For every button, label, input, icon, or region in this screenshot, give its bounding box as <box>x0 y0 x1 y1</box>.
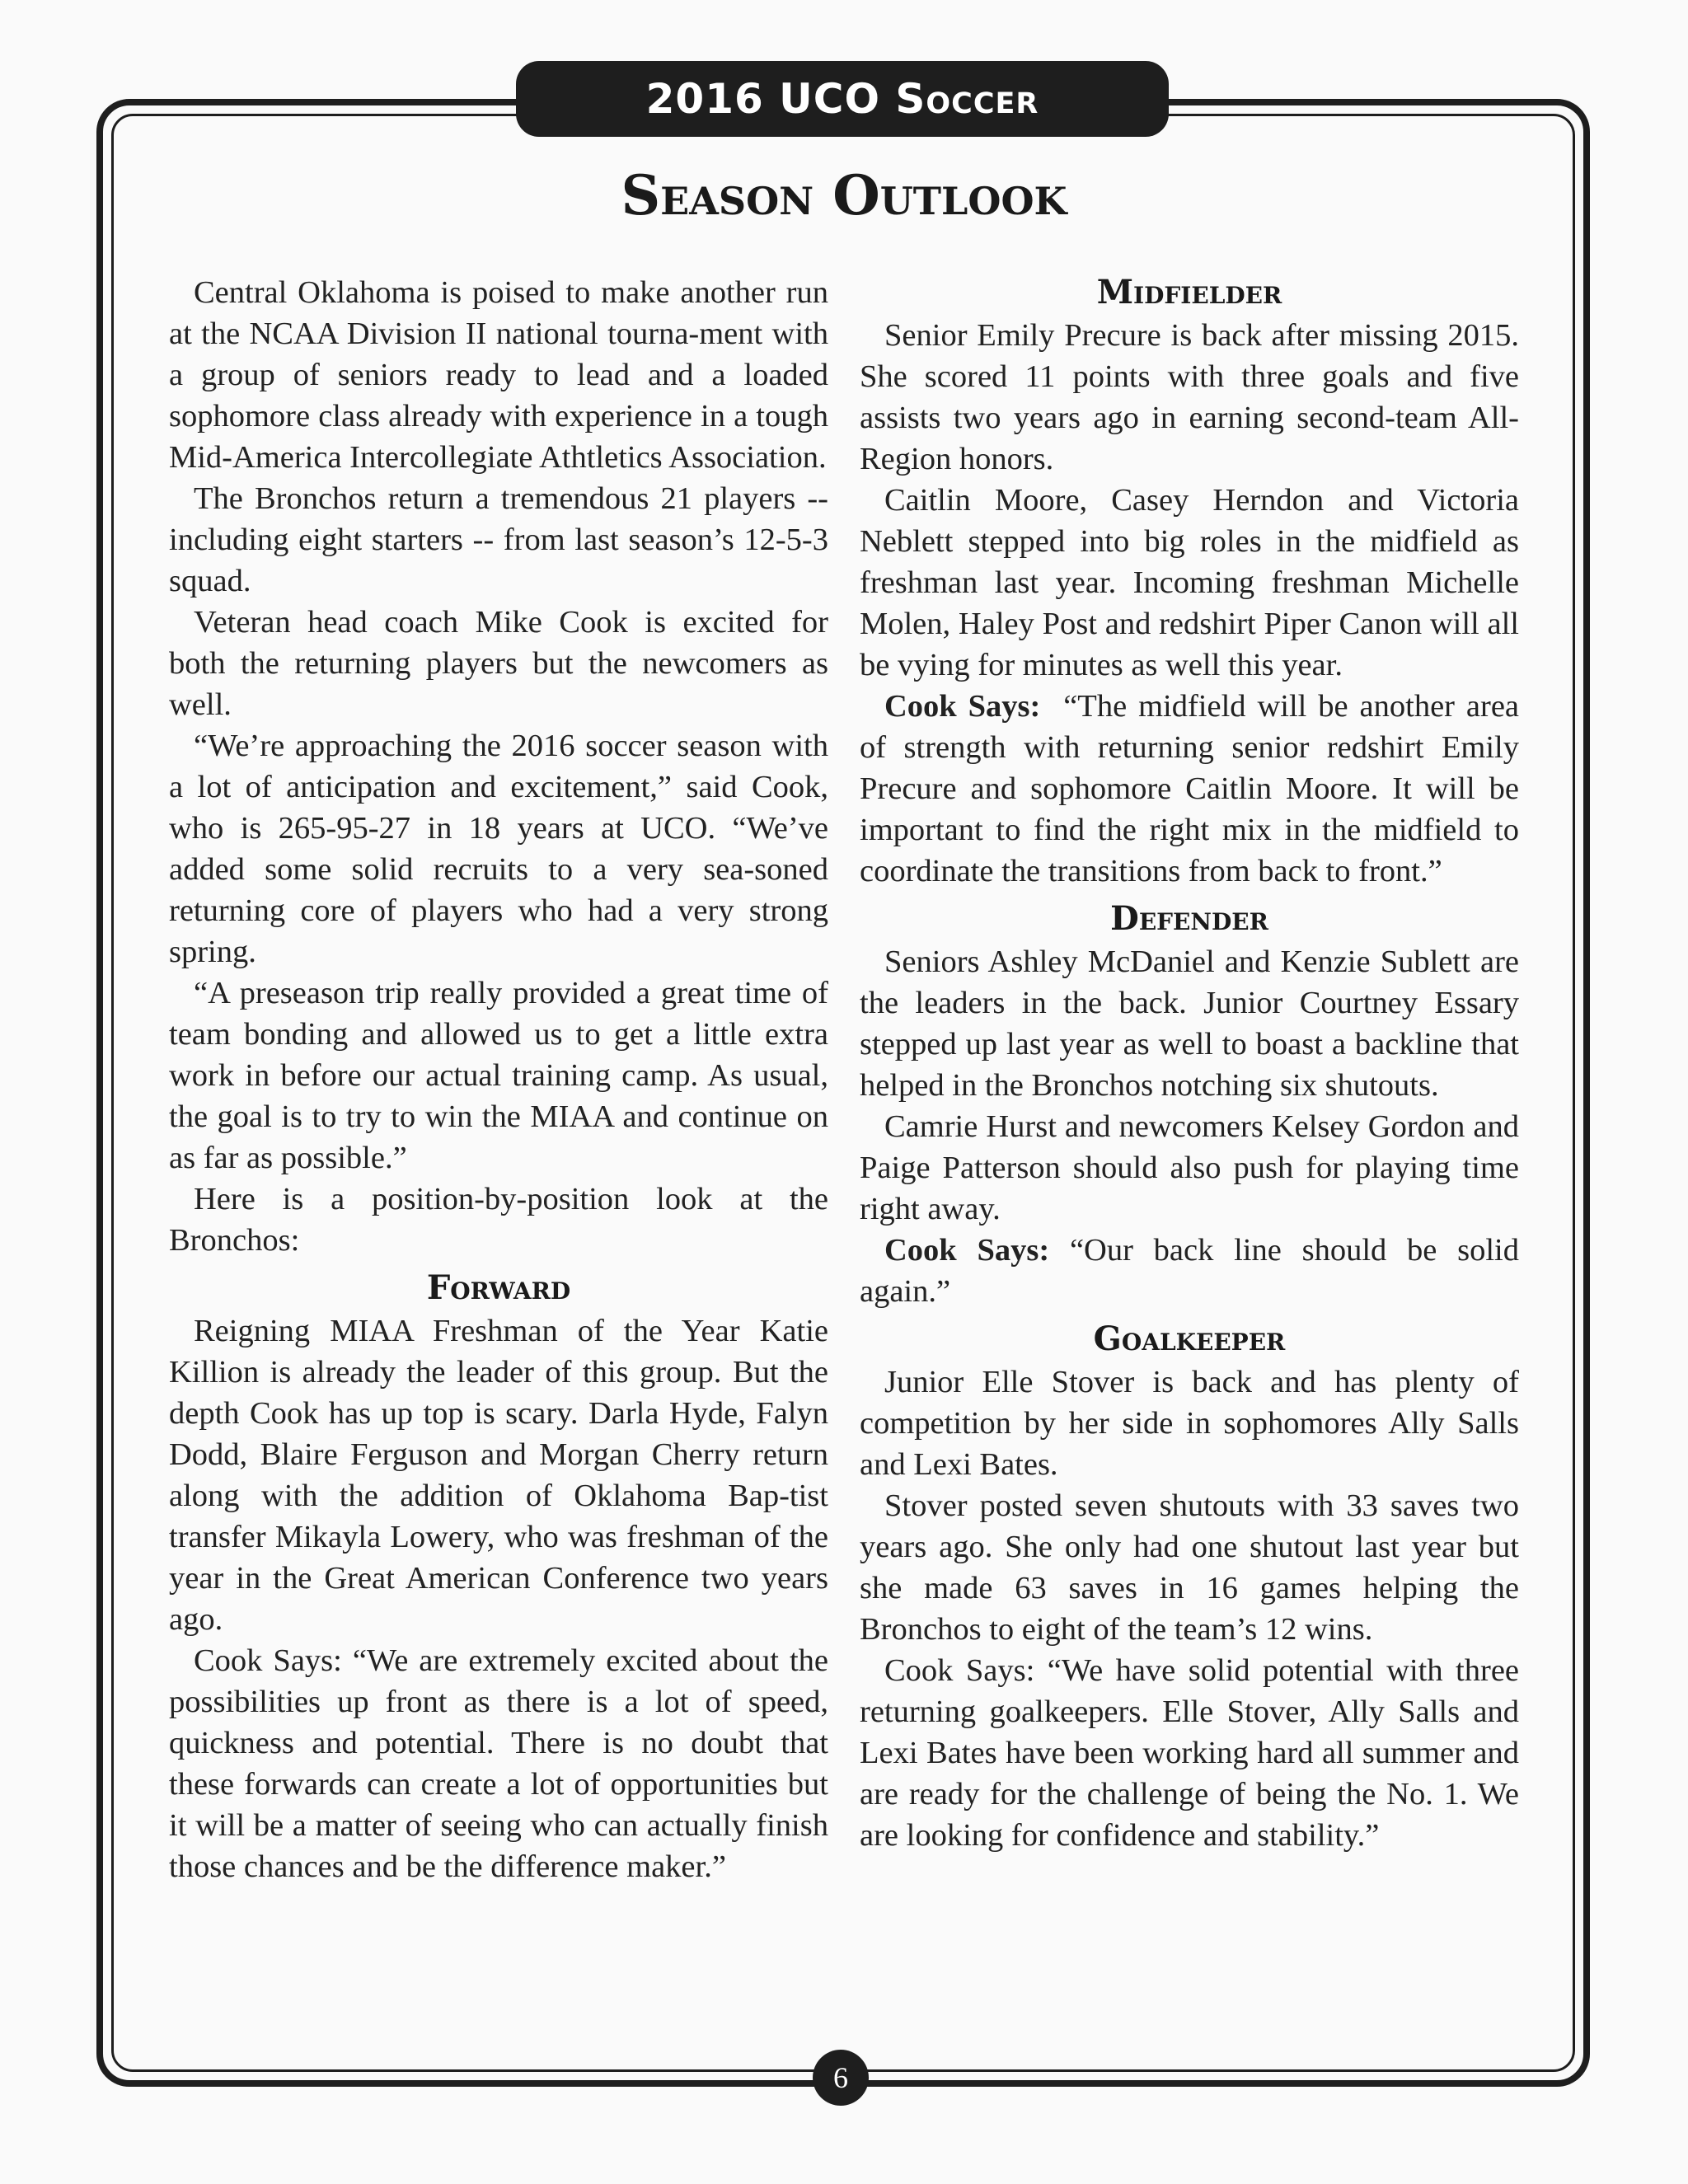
right-column <box>860 272 1519 1856</box>
forward-paragraph: Reigning MIAA Freshman of the Year Katie Killion is already the leader of this group. But the depth Cook has up top is scary. Darla Hyde, Falyn Dodd, Blaire Ferguson and Morgan Cherry return along with the addition of Oklahoma Bap-tist transfer Mikayla Lowery, who was freshman of the year in the Great American Conference two years ago. <box>169 1314 828 1637</box>
intro-paragraph: The Bronchos return a tremendous 21 players -- including eight starters -- from last season’s 12-5-3 squad. <box>169 481 828 598</box>
intro-paragraph: Here is a position-by-position look at the Bronchos: <box>169 1182 828 1258</box>
goalkeeper-paragraph: Stover posted seven shutouts with 33 saves two years ago. She only had one shutout last year but she made 63 saves in 16 games helping the Bronchos to eight of the team’s 12 wins. <box>860 1488 1519 1647</box>
defender-paragraph: Seniors Ashley McDaniel and Kenzie Sublett are the leaders in the back. Junior Courtney Essary stepped up last year as well to boast a backline that helped in the Bronchos notching six shutouts. <box>860 944 1519 1103</box>
section-heading-midfielder: Midfielder <box>1096 273 1282 312</box>
defender-quote <box>860 1230 1519 1312</box>
page-title: Season Outlook <box>621 163 1067 227</box>
intro-paragraph: Central Oklahoma is poised to make another run at the NCAA Division II national tourna-ment with a group of seniors ready to lead and a loaded sophomore class already with experience in a tough Mid-America Intercollegiate Athtletics Association. <box>169 275 828 475</box>
forward-paragraph: Cook Says: “We are extremely excited about the possibilities up front as there is a lot of speed, quickness and potential. There is no doubt that these forwards can create a lot of opportunities but it will be a matter of seeing who can actually finish those chances and be the difference maker.” <box>169 1643 828 1884</box>
goalkeeper-paragraph: Cook Says: “We have solid potential with three returning goalkeepers. Elle Stover, Ally Salls and Lexi Bates have been working hard all summer and are ready for the challenge of being the No. 1. We are looking for confidence and stability.” <box>860 1653 1519 1853</box>
intro-paragraph: “We’re approaching the 2016 soccer season with a lot of anticipation and excitement,” said Cook, who is 265-95-27 in 18 years at UCO. “We’ve added some solid recruits to a very sea-soned returning core of players who had a very strong spring. <box>169 729 828 969</box>
defender-paragraph: Camrie Hurst and newcomers Kelsey Gordon and Paige Patterson should also push for playing time right away. <box>860 1109 1519 1226</box>
midfielder-quote <box>860 686 1519 892</box>
section-heading-goalkeeper: Goalkeeper <box>1093 1319 1286 1358</box>
goalkeeper-paragraph: Junior Elle Stover is back and has plenty of competition by her side in sophomores Ally Salls and Lexi Bates. <box>860 1365 1519 1482</box>
intro-paragraph: “A preseason trip really provided a great time of team bonding and allowed us to get a little extra work in before our actual training camp. As usual, the goal is to try to win the MIAA and continue on as far as possible.” <box>169 976 828 1175</box>
quote-text: “The midfield will be another area of strength with returning senior redshirt Emily Precure and sophomore Caitlin Moore. It will be important to find the right mix in the midfield to coordinate the transitions from back to front.” <box>860 689 1519 888</box>
page-number: 6 <box>813 2050 869 2106</box>
left-column <box>169 272 828 1887</box>
section-heading-forward: Forward <box>426 1268 571 1307</box>
quote-label: Cook Says: <box>884 689 1041 724</box>
midfielder-paragraph: Caitlin Moore, Casey Herndon and Victoria Neblett stepped into big roles in the midfield as freshman last year. Incoming freshman Michelle Molen, Haley Post and redshirt Piper Canon will all be vying for minutes as well this year. <box>860 483 1519 682</box>
section-heading-defender: Defender <box>1110 899 1268 938</box>
intro-paragraph: Veteran head coach Mike Cook is excited for both the returning players but the newcomers as well. <box>169 605 828 722</box>
publication-header: 2016 UCO Soccer <box>516 61 1169 137</box>
quote-text: “Our back line should be solid again.” <box>860 1233 1519 1309</box>
midfielder-paragraph: Senior Emily Precure is back after missing 2015. She scored 11 points with three goals and five assists two years ago in earning second-team All-Region honors. <box>860 318 1519 476</box>
quote-label: Cook Says: <box>884 1233 1050 1268</box>
